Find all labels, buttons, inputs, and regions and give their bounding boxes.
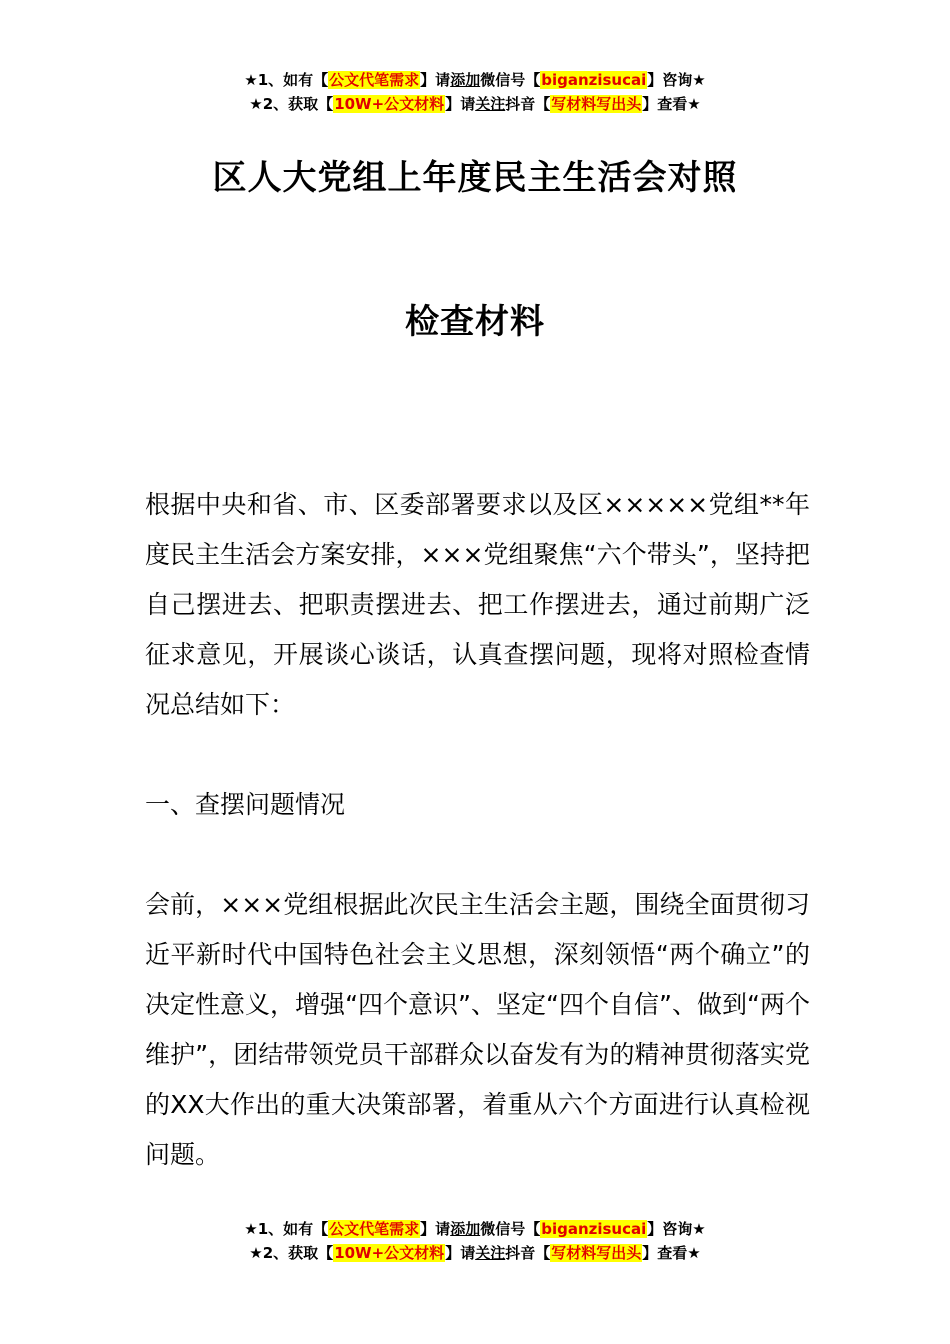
promo-text: 】查看★ — [642, 95, 701, 113]
intro-paragraph: 根据中央和省、市、区委部署要求以及区×××××党组**年度民主生活会方案安排，×××党组聚焦“六个带头”，坚持把自己摆进去、把职责摆进去、把工作摆进去，通过前期广泛征求意见，开展谈心谈话，认真查摆问题，现将对照检查情况总结如下： — [145, 490, 810, 719]
section-heading: 一、查摆问题情况 — [145, 790, 346, 819]
promo-text: 】查看★ — [642, 1244, 701, 1262]
document-title-line-1: 区人大党组上年度民主生活会对照 — [212, 158, 738, 198]
promo-text: 】请 — [420, 1220, 451, 1238]
promo-text: 】咨询★ — [647, 1220, 706, 1238]
promo-highlight: 公文代笔需求 — [329, 1220, 420, 1238]
promo-highlight: 10W+公文材料 — [334, 95, 445, 113]
promo-line-2 — [0, 92, 950, 116]
promo-text: ★2、获取【 — [249, 95, 334, 113]
promo-highlight: 公文代笔需求 — [329, 71, 420, 89]
promo-highlight: biganzisucai — [541, 1220, 647, 1238]
promo-banner-top — [0, 68, 950, 116]
promo-text: 】咨询★ — [647, 71, 706, 89]
promo-highlight: 写材料写出头 — [551, 95, 642, 113]
promo-text: ★1、如有【 — [244, 71, 329, 89]
promo-text: 】请 — [445, 95, 476, 113]
body-paragraph: 会前，×××党组根据此次民主生活会主题，围绕全面贯彻习近平新时代中国特色社会主义思想，深刻领悟“两个确立”的决定性意义，增强“四个意识”、坚定“四个自信”、做到“两个维护”，团结带领党员干部群众以奋发有为的精神贯彻落实党的XX大作出的重大决策部署，着重从六个方面进行认真检视问题。 — [145, 890, 810, 1169]
promo-text: ★1、如有【 — [244, 1220, 329, 1238]
promo-line-1 — [0, 68, 950, 92]
promo-underlined: 关注 — [475, 95, 506, 113]
promo-highlight: 写材料写出头 — [551, 1244, 642, 1262]
promo-underlined: 关注 — [475, 1244, 506, 1262]
promo-line-2 — [0, 1241, 950, 1265]
document-title-line-2: 检查材料 — [405, 302, 545, 342]
promo-highlight: biganzisucai — [541, 71, 647, 89]
promo-text: 】请 — [420, 71, 451, 89]
promo-underlined: 添加 — [450, 1220, 481, 1238]
promo-text: 微信号【 — [480, 71, 541, 89]
promo-banner-bottom — [0, 1217, 950, 1265]
promo-text: ★2、获取【 — [249, 1244, 334, 1262]
promo-text: 微信号【 — [480, 1220, 541, 1238]
promo-line-1 — [0, 1217, 950, 1241]
promo-highlight: 10W+公文材料 — [334, 1244, 445, 1262]
promo-underlined: 添加 — [450, 71, 481, 89]
promo-text: 】请 — [445, 1244, 476, 1262]
promo-text: 抖音【 — [505, 95, 551, 113]
promo-text: 抖音【 — [505, 1244, 551, 1262]
